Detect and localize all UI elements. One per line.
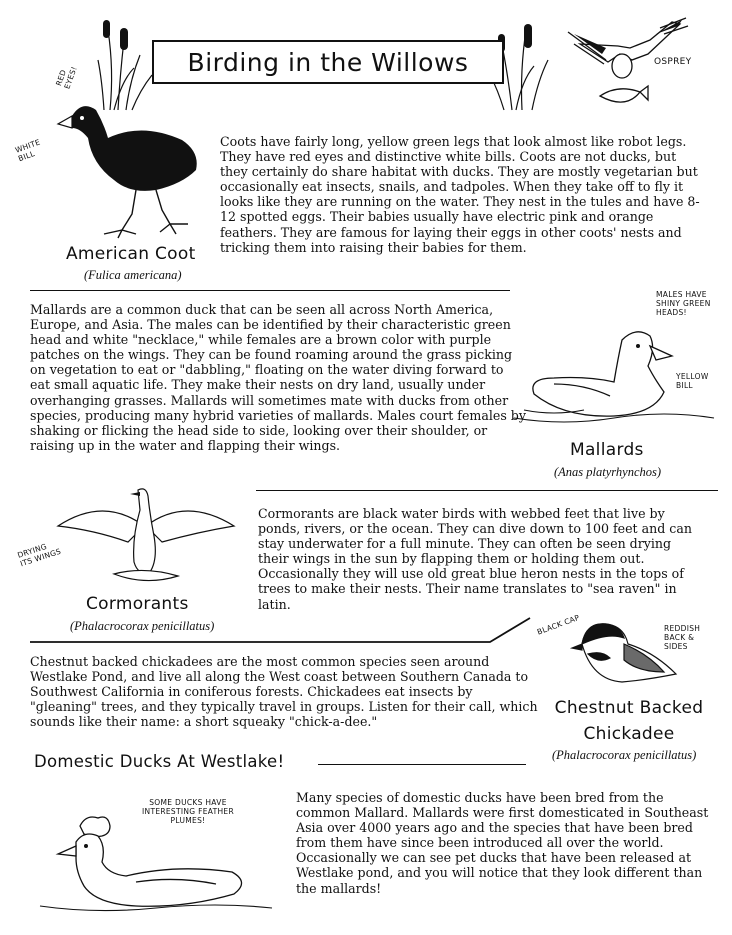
chickadee-name-line2: Chickadee [583,724,675,744]
chickadee-illustration [568,614,678,694]
coot-scientific-name: (Fulica americana) [84,268,182,282]
cormorant-scientific-name: (Phalacrocorax penicillatus) [70,619,215,633]
domestic-description: Many species of domestic ducks have been bred from the common Mallard. Mallards were first domesticated in Southeast Asia over 4000 years ago and the species that have been bred from them have since been introduced all over the world. Occasionally we can see pet ducks that have been released at Westlake pond, and you will notice that they look different than the mallards! [296,790,709,896]
cormorant-wings-note: DRYING ITS WINGS [16,541,63,569]
chickadee-cap-note: BLACK CAP [535,612,581,637]
coot-description: Coots have fairly long, yellow green legs that look almost like robot legs. They have red eyes and distinctive white bills. Coots are not ducks, but they certainly do share habitat with ducks. They are mostly vegetarian but occasionally eat insects, snails, and tadpoles. When they take off to fly it looks like they are running on the water. They nest in the tules and have 8-12 spotted eggs. Their babies usually have electric pink and orange feathers. They are famous for laying their eggs in other coots' nests and tricking them into raising their babies for them. [220,134,700,255]
chickadee-back-note: REDDISH BACK & SIDES [664,624,701,651]
coot-bill-note: WHITE BILL [13,137,42,164]
coot-name: American Coot [66,244,196,264]
mallard-heads-note: MALES HAVE SHINY GREEN HEADS! [656,290,711,317]
page-title: Birding in the Willows [187,47,469,77]
mallard-name: Mallards [570,440,644,460]
osprey-label: OSPREY [654,57,692,67]
mallard-bill-note: YELLOW BILL [676,372,709,390]
cormorant-description: Cormorants are black water birds with webbed feet that live by ponds, rivers, or the ocean. They can dive down to 100 feet and can stay underwater for a full minute. They can often be seen drying their wings in the sun by flapping them or holding them out. Occasionally they will use old great blue heron nests in the tops of trees to make their nests. Their name translates to "sea raven" in latin. [258,506,692,612]
domestic-plumes-note: SOME DUCKS HAVE INTERESTING FEATHER PLUMES! [142,798,234,825]
chickadee-description: Chestnut backed chickadees are the most common species seen around Westlake Pond, and live all along the West coast between Southern Canada to Southwest California in coniferous forests. Chickadees eat insects by "gleaning" trees, and they typically travel in groups. Listen for their call, which sounds like their name: a short squeaky "chick-a-dee." [30,654,538,730]
divider-4 [318,764,526,765]
domestic-duck-illustration [36,812,276,914]
coot-eyes-note: RED EYES! [54,65,79,91]
chickadee-scientific-name: (Phalacrocorax penicillatus) [552,748,697,762]
chickadee-name-line1: Chestnut Backed [554,698,704,718]
mallard-description: Mallards are a common duck that can be seen all across North America, Europe, and Asia. The males can be identified by their characteristic green head and white "necklace," while females are a brown color with purple patches on the wings. They can be found roaming around the grass picking on vegetation to eat or "dabbling," floating on the water diving forward to eat small aquatic life. They make their nests on dry land, usually under overhanging grasses. Mallards will sometimes mate with ducks from other species, producing many hybrid varieties of mallards. Males court females by shaking or flicking the head side to side, looking over their shoulder, or raising up in the water and flapping their wings. [30,302,526,453]
domestic-heading: Domestic Ducks At Westlake! [34,752,285,771]
mallard-scientific-name: (Anas platyrhynchos) [554,465,662,479]
cormorant-name: Cormorants [86,594,189,614]
